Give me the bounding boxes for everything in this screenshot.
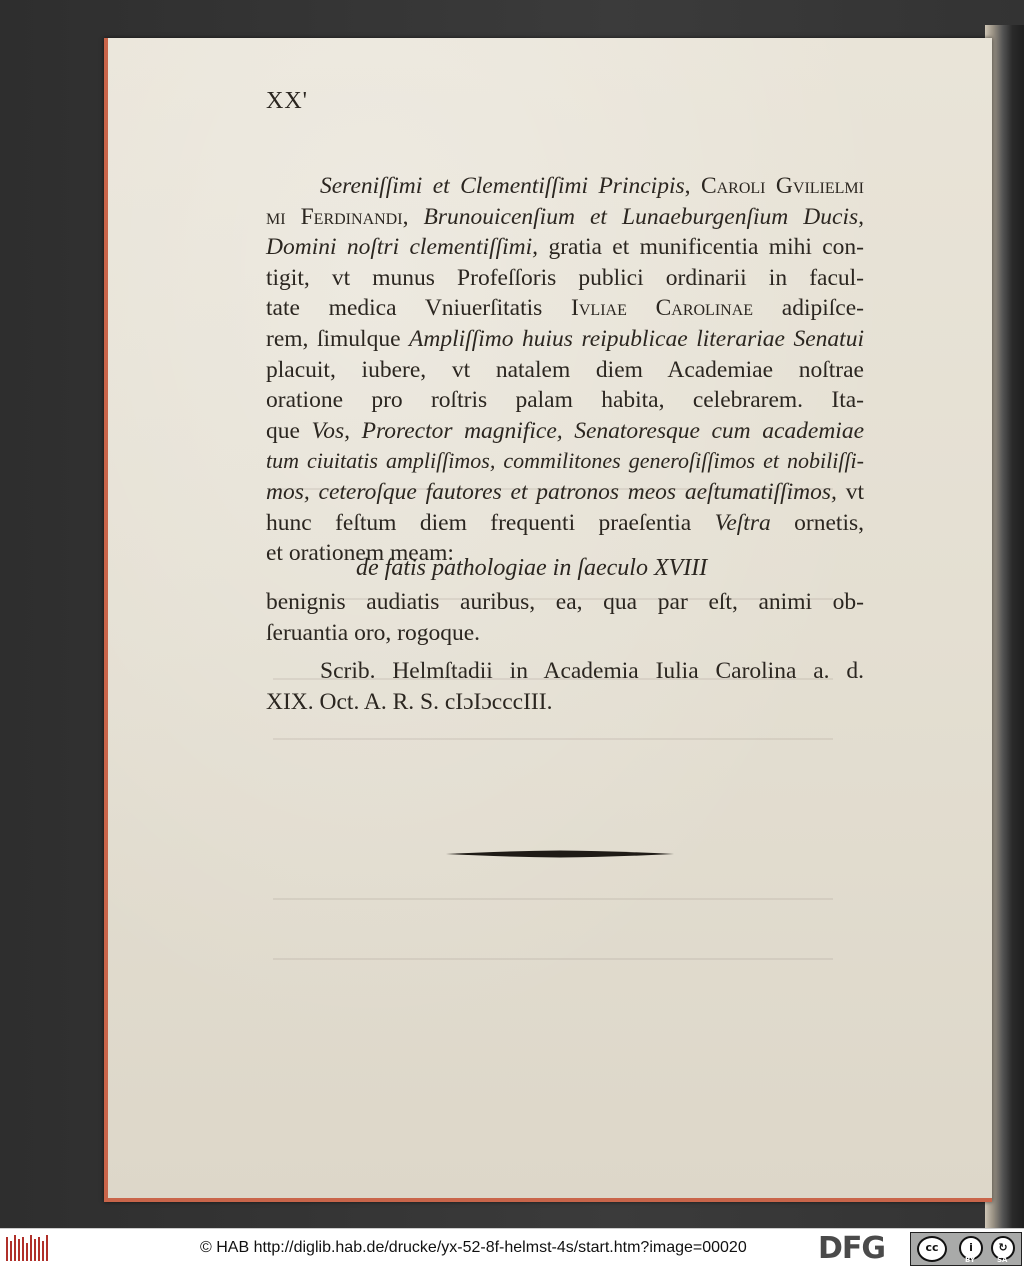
text-span: placuit, iubere, vt natalem diem Academiae noſtrae (266, 356, 864, 383)
source-link[interactable]: © HAB http://diglib.hab.de/drucke/yx-52-8f-helmst-4s/start.htm?image=00020 (200, 1239, 747, 1256)
paragraph-line (266, 202, 864, 233)
paragraph-line: XIX. Oct. A. R. S. cIɔIɔcccIII. (266, 688, 553, 715)
paragraph-line (266, 232, 864, 263)
text-span: Vos, Prorector magnifice, Senatoresque cum academiae (311, 417, 864, 444)
closing-paragraph (266, 587, 864, 648)
text-span: gratia et munificentia mihi con- (538, 234, 865, 261)
barcode-logo-icon (6, 1235, 48, 1263)
text-span: tate medica Vniuerſitatis (266, 295, 572, 322)
viewer-footer (0, 1228, 1024, 1269)
text-span: que (266, 417, 312, 444)
text-span: mos, ceteroſque fautores et patronos meos aeſtumatiſſimos, (266, 478, 837, 505)
text-span: tigit, vt munus Profeſſoris publici ordinarii in facul- (266, 264, 864, 291)
page-number: XX' (266, 88, 308, 114)
book-page (104, 38, 992, 1202)
text-span: , (402, 203, 424, 230)
cc-icon: cc (917, 1236, 947, 1262)
attribution-icon: i (959, 1236, 983, 1260)
dfg-logo: DFG (818, 1231, 886, 1266)
cc-license-badge[interactable] (910, 1232, 1022, 1266)
text-span: Veſtra (714, 509, 771, 536)
text-span: Ivliae Carolinae (571, 295, 754, 322)
paragraph-line: benignis audiatis auribus, ea, qua par eſt, animi ob- (266, 589, 864, 615)
signature-paragraph (266, 656, 864, 717)
paragraph-line (266, 477, 864, 508)
text-span: Caroli Gvilielmi (700, 173, 864, 199)
show-through (273, 738, 833, 740)
text-span: Ampliſſimo huius reipublicae literariae Senatui (409, 325, 864, 352)
paragraph-line (266, 385, 864, 416)
by-label: BY (965, 1256, 976, 1264)
paragraph-line (266, 446, 864, 477)
sa-label: SA (997, 1256, 1008, 1264)
text-span: rem, ſimulque (266, 325, 410, 352)
paragraph-line: ſeruantia oro, rogoque. (266, 619, 481, 646)
show-through (273, 898, 833, 900)
text-span: tum ciuitatis ampliſſimos, commilitones generoſiſſimos et nobiliſſi- (266, 448, 864, 474)
paragraph-line (266, 416, 864, 447)
paragraph-line (266, 263, 864, 294)
paragraph-line (266, 171, 864, 202)
text-span: adipiſce- (753, 295, 864, 322)
ornamental-rule (446, 850, 674, 858)
text-span: Domini noſtri clementiſſimi, (266, 234, 539, 261)
paragraph-line (266, 508, 864, 539)
text-span: Brunouicenſium et Lunaeburgenſium Ducis, (423, 203, 864, 230)
text-span: mi Ferdinandi (266, 203, 403, 230)
text-span: hunc feſtum diem frequenti praeſentia (266, 509, 715, 536)
text-span: et orationem meam: (266, 540, 454, 567)
paragraph-line (266, 355, 864, 386)
share-alike-icon: ↻ (991, 1236, 1015, 1260)
paragraph-line (266, 324, 864, 355)
dedication-paragraph (266, 171, 864, 569)
text-span: oratione pro roſtris palam habita, celebrarem. Ita- (266, 387, 864, 414)
paragraph-line: Scrib. Helmſtadii in Academia Iulia Carolina a. d. (320, 658, 864, 684)
text-span: Sereniſſimi et Clementiſſimi Principis (320, 173, 685, 199)
show-through (273, 958, 833, 960)
paragraph-line (266, 293, 864, 324)
text-span: vt (836, 478, 864, 505)
text-span: , (684, 173, 701, 199)
oration-title: de fatis pathologiae in ſaeculo XVIII (356, 555, 708, 581)
text-span: ornetis, (770, 509, 864, 536)
